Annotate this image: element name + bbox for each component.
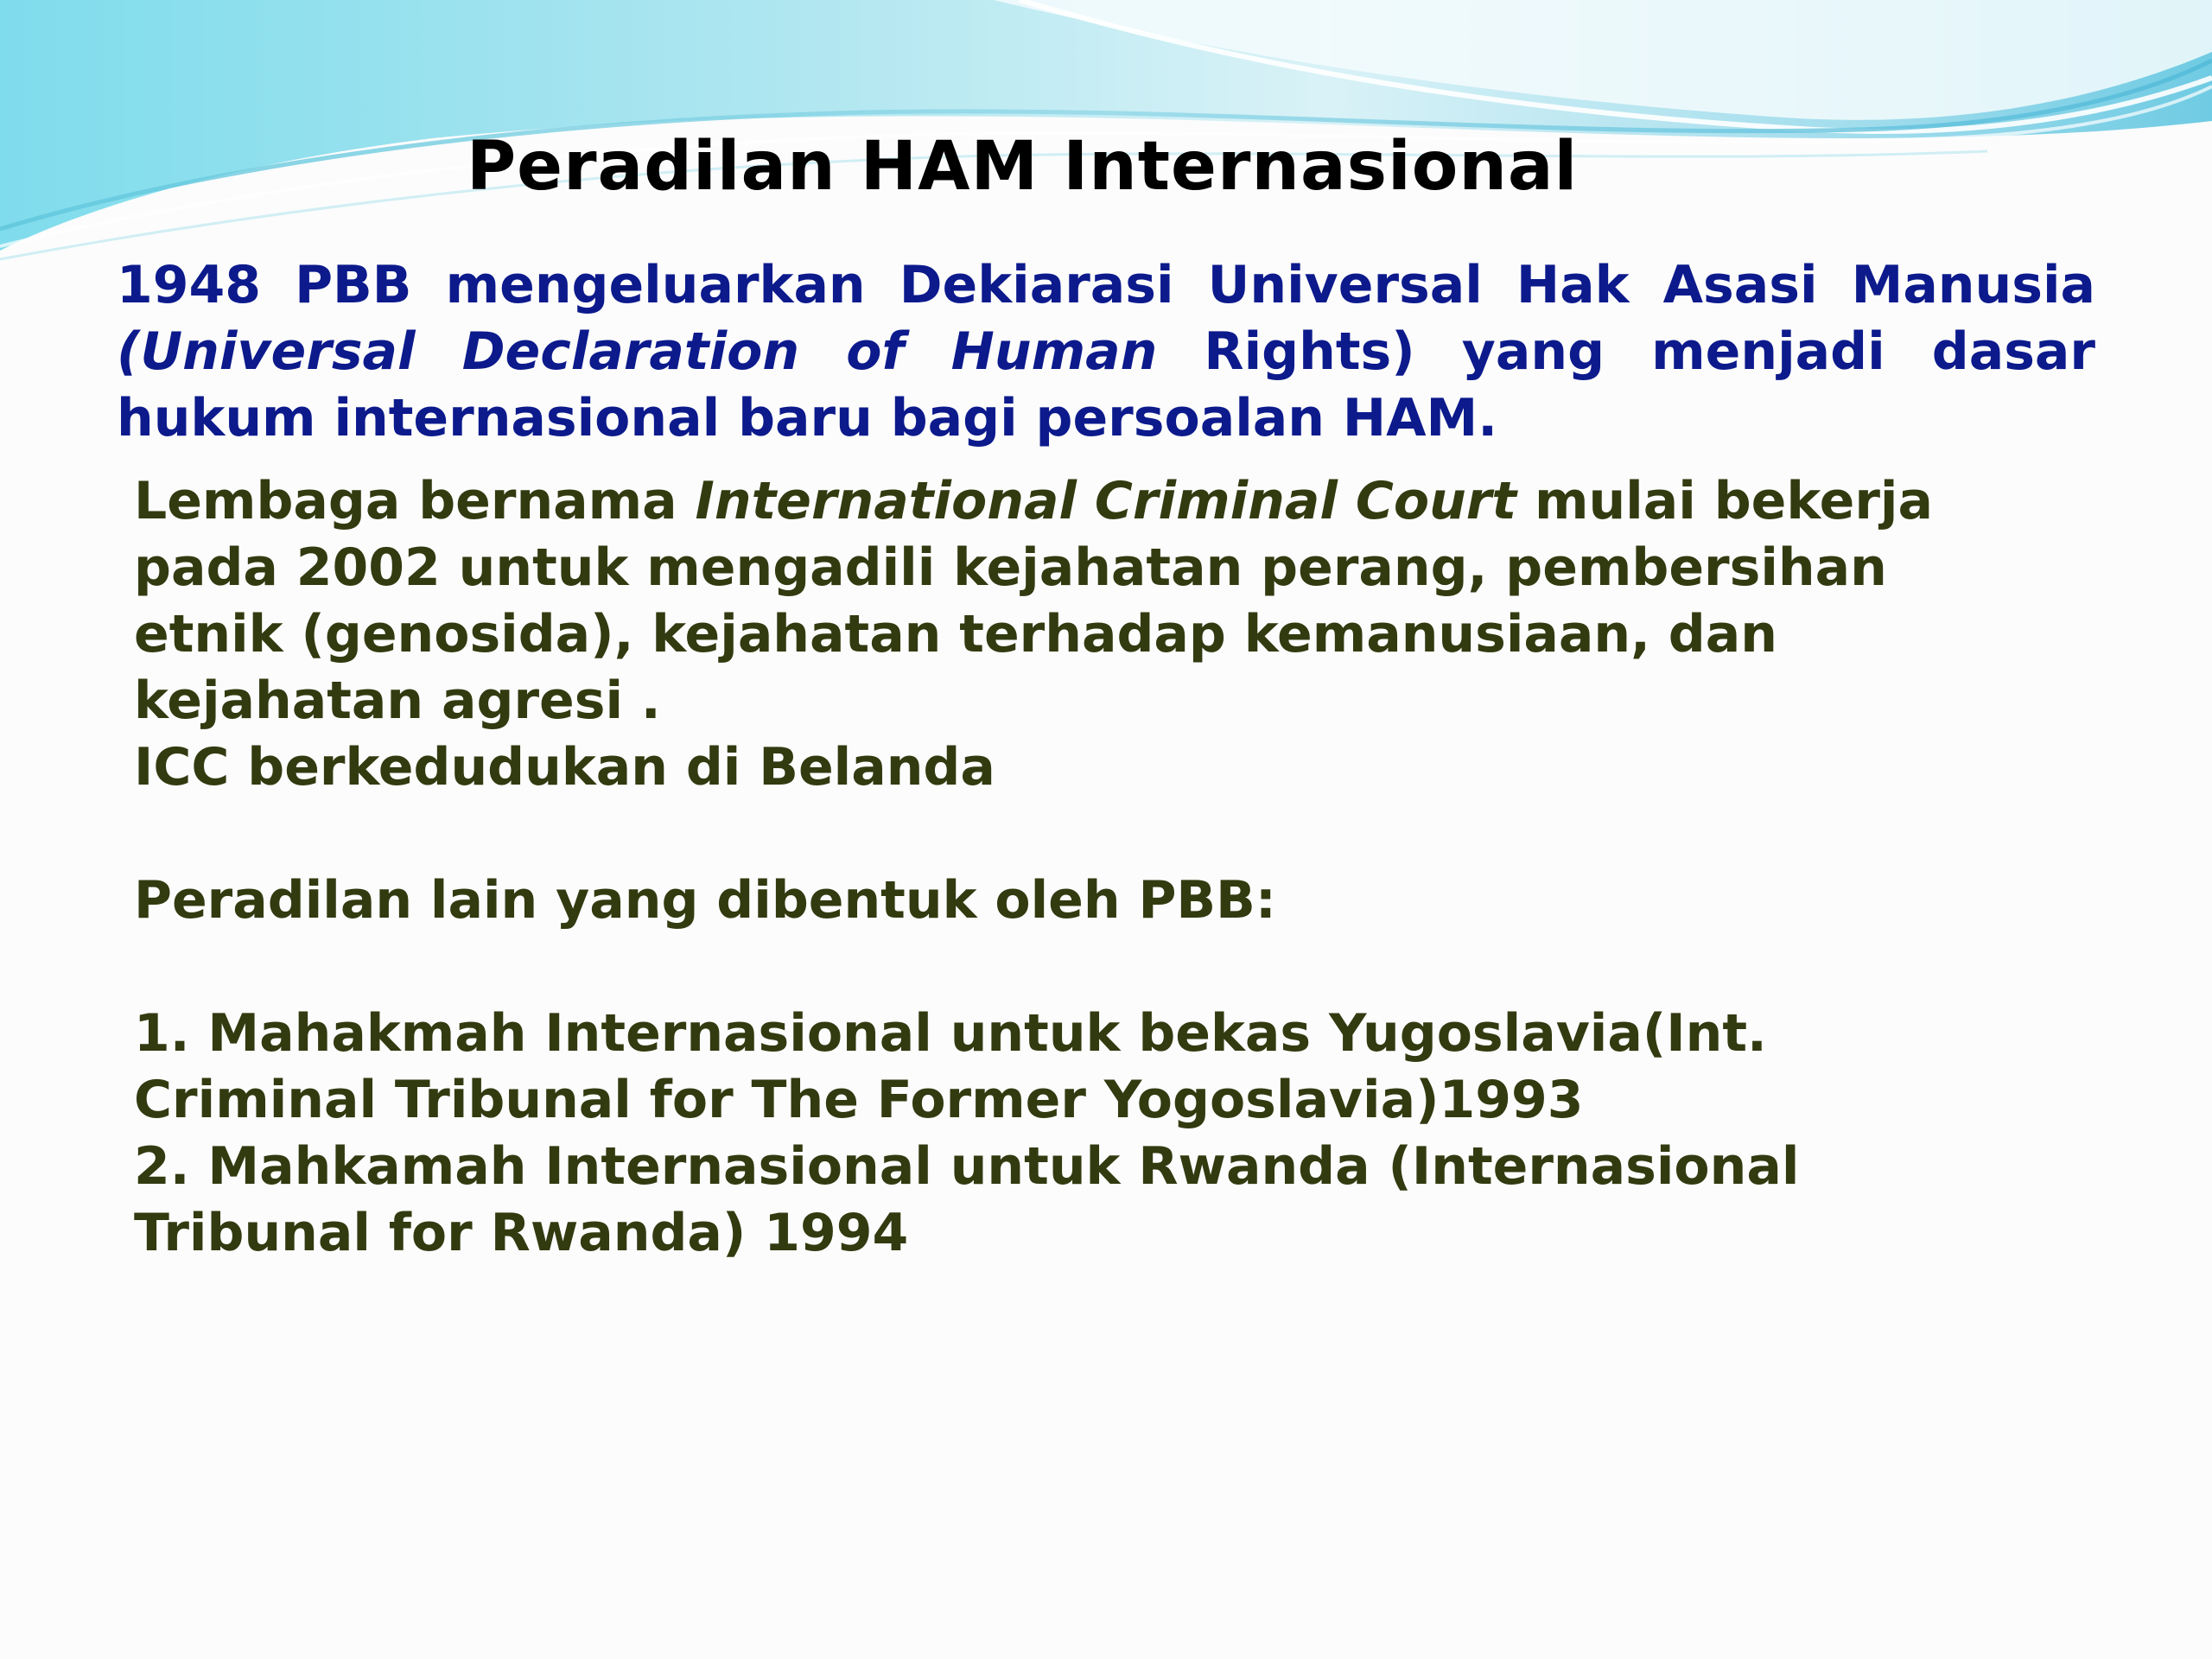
- intro-text-part2: Rights) yang menjadi dasar hukum internasional baru bagi persoalan HAM.: [117, 321, 2096, 448]
- icc-line-2: pada 2002 untuk mengadili kejahatan perang, pembersihan: [134, 537, 1887, 598]
- icc-line-1: [134, 468, 2121, 535]
- icc-line-1-end: mulai bekerja: [1516, 471, 1933, 531]
- icc-name-italic: International Criminal Court: [695, 471, 1517, 531]
- court-item-1-line-1: 1. Mahakmah Internasional untuk bekas Yugoslavia(Int.: [134, 1003, 1767, 1064]
- other-courts-heading: Peradilan lain yang dibentuk oleh PBB:: [134, 870, 1276, 931]
- intro-paragraph: [117, 252, 2095, 452]
- court-item-2-line-1: 2. Mahkamah Internasional untuk Rwanda (Internasional: [134, 1136, 1800, 1197]
- icc-seat: ICC berkedudukan di Belanda: [134, 737, 995, 798]
- icc-line-4: kejahatan agresi .: [134, 671, 661, 731]
- body-text: [134, 468, 2121, 1267]
- spacer: [134, 934, 2121, 1001]
- intro-text-italic: (Universal Declaration of Human: [117, 321, 1158, 382]
- court-item-2-line-2: Tribunal for Rwanda) 1994: [134, 1203, 909, 1263]
- intro-text-part1: 1948 PBB mengeluarkan Dekiarasi Universal Hak Asasi Manusia: [117, 255, 2095, 315]
- slide-title: Peradilan HAM Internasional: [467, 128, 1579, 206]
- court-item-1-line-2: Criminal Tribunal for The Former Yogoslavia)1993: [134, 1070, 1584, 1130]
- icc-line-3: etnik (genosida), kejahatan terhadap kemanusiaan, dan: [134, 604, 1777, 664]
- icc-line-1-start: Lembaga bernama: [134, 471, 696, 531]
- spacer: [134, 801, 2121, 868]
